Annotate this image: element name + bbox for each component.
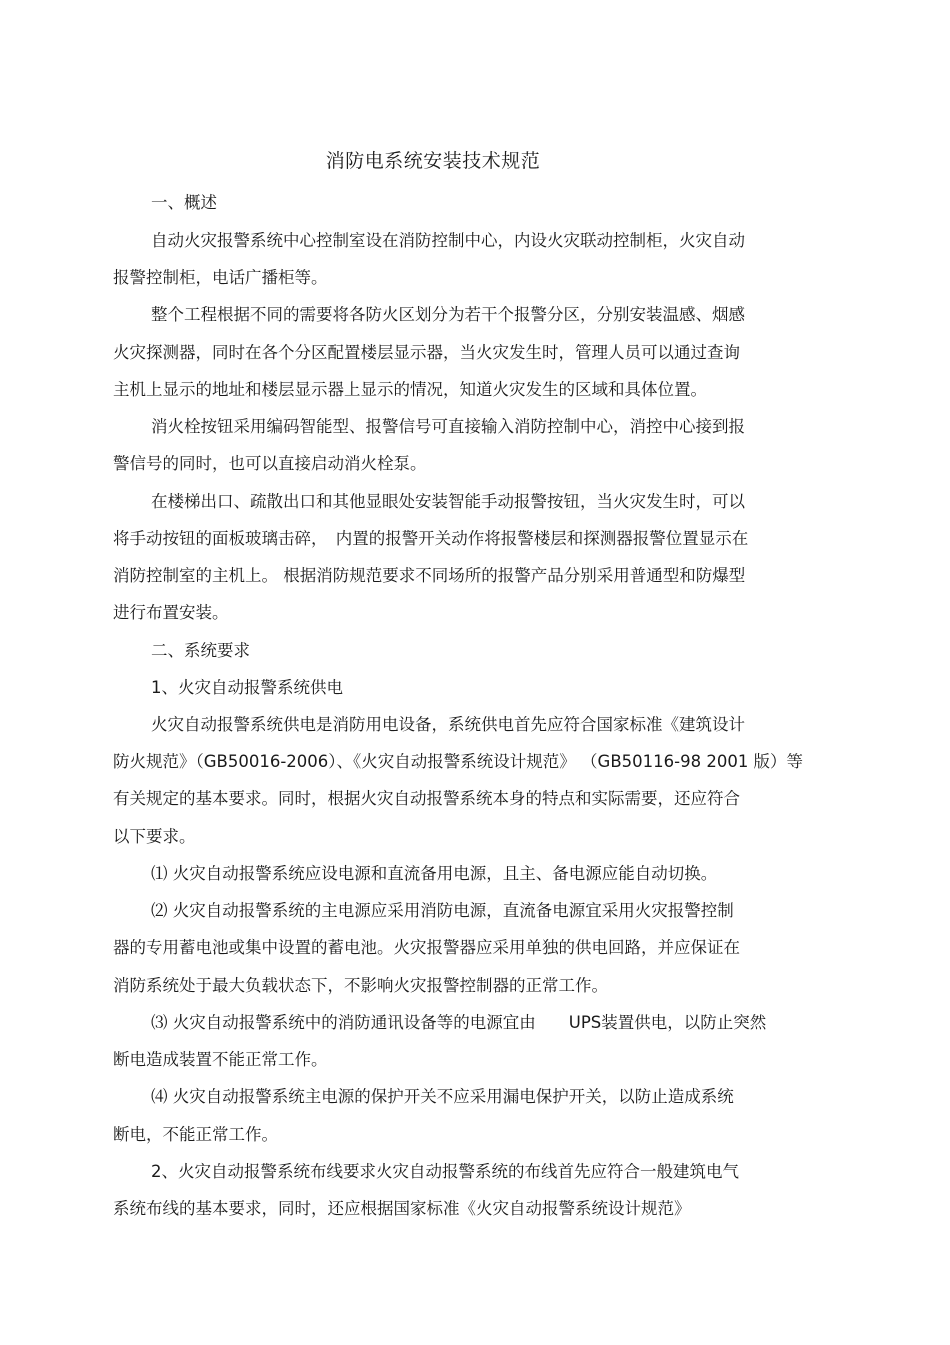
paragraph-line: 断电造成装置不能正常工作。 (113, 1050, 328, 1069)
paragraph-line: 将手动按钮的面板玻璃击碎， 内置的报警开关动作将报警楼层和探测器报警位置显示在 (113, 529, 749, 548)
paragraph-line: 消火栓按钮采用编码智能型、报警信号可直接输入消防控制中心，消控中心接到报 (151, 417, 745, 436)
list-item-2: ⑵ 火灾自动报警系统的主电源应采用消防电源，直流备电源宜采用火灾报警控制 (151, 901, 734, 920)
list-item-4: ⑷ 火灾自动报警系统主电源的保护开关不应采用漏电保护开关，以防止造成系统 (151, 1087, 734, 1106)
paragraph-line: 有关规定的基本要求。同时，根据火灾自动报警系统本身的特点和实际需要，还应符合 (113, 789, 740, 808)
paragraph-line: 器的专用蓄电池或集中设置的蓄电池。火灾报警器应采用单独的供电回路，并应保证在 (113, 938, 740, 957)
paragraph-line: 在楼梯出口、疏散出口和其他显眼处安装智能手动报警按钮，当火灾发生时，可以 (151, 492, 745, 511)
list-item-1: ⑴ 火灾自动报警系统应设电源和直流备用电源，且主、备电源应能自动切换。 (151, 864, 718, 883)
paragraph-line: 系统布线的基本要求，同时，还应根据国家标准《火灾自动报警系统设计规范》 (113, 1199, 691, 1218)
paragraph-line: 消防控制室的主机上。 根据消防规范要求不同场所的报警产品分别采用普通型和防爆型 (113, 566, 746, 585)
paragraph-line: 火灾探测器，同时在各个分区配置楼层显示器，当火灾发生时，管理人员可以通过查询 (113, 343, 740, 362)
paragraph-line: 火灾自动报警系统供电是消防用电设备，系统供电首先应符合国家标准《建筑设计 (151, 715, 745, 734)
paragraph-line: 消防系统处于最大负载状态下，不影响火灾报警控制器的正常工作。 (113, 976, 608, 995)
paragraph-line: 防火规范》（GB50016-2006）、《火灾自动报警系统设计规范》 （GB50116-98 2001 版）等 (113, 752, 804, 771)
section-heading-requirements: 二、系统要求 (151, 641, 250, 660)
paragraph-line: 报警控制柜，电话广播柜等。 (113, 268, 328, 287)
paragraph-line: 以下要求。 (113, 827, 196, 846)
section-heading-overview: 一、概述 (151, 193, 217, 212)
document-title: 消防电系统安装技术规范 (325, 150, 541, 172)
subsection-heading-wiring: 2、火灾自动报警系统布线要求火灾自动报警系统的布线首先应符合一般建筑电气 (151, 1162, 739, 1181)
paragraph-line: 自动火灾报警系统中心控制室设在消防控制中心，内设火灾联动控制柜，火灾自动 (151, 231, 745, 250)
subsection-heading-power: 1、火灾自动报警系统供电 (151, 678, 343, 697)
paragraph-line: 警信号的同时，也可以直接启动消火栓泵。 (113, 454, 427, 473)
paragraph-line: 进行布置安装。 (113, 603, 229, 622)
paragraph-line: 主机上显示的地址和楼层显示器上显示的情况，知道火灾发生的区域和具体位置。 (113, 380, 707, 399)
paragraph-line: 整个工程根据不同的需要将各防火区划分为若干个报警分区，分别安装温感、烟感 (151, 305, 745, 324)
paragraph-line: 断电，不能正常工作。 (113, 1125, 278, 1144)
list-item-3: ⑶ 火灾自动报警系统中的消防通讯设备等的电源宜由 UPS装置供电，以防止突然 (151, 1013, 767, 1032)
